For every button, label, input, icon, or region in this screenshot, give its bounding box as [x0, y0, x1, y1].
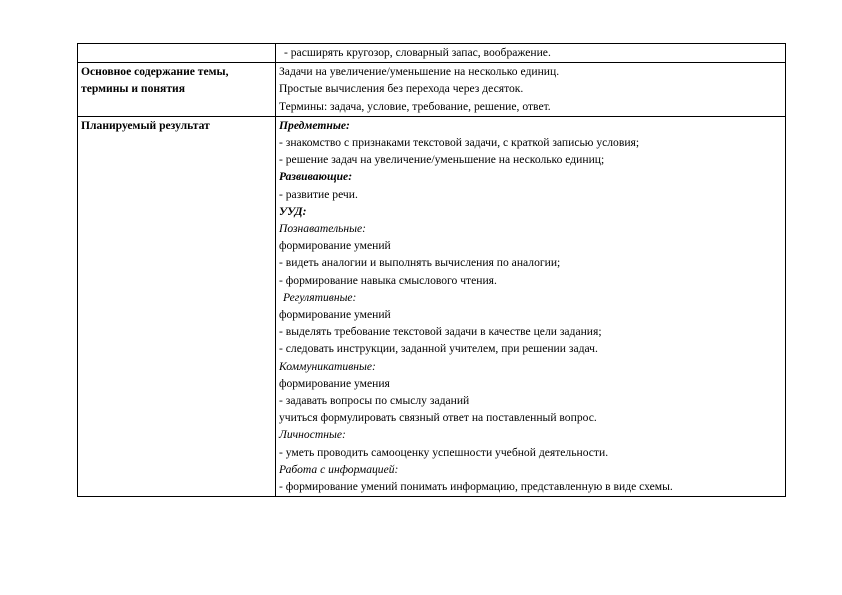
subheading-regulative: Регулятивные: — [283, 290, 357, 304]
table-row — [78, 116, 786, 496]
label-line: Планируемый результат — [81, 118, 210, 132]
content-line: - формирование умений понимать информацию, представленную в виде схемы. — [279, 480, 673, 494]
lesson-plan-table — [77, 43, 786, 497]
row-content — [276, 116, 786, 496]
content-line: формирование умений — [279, 239, 391, 253]
content-line: - задавать вопросы по смыслу заданий — [279, 394, 470, 408]
content-line: - решение задач на увеличение/уменьшение на несколько единиц; — [279, 153, 605, 167]
row-label — [78, 116, 276, 496]
subheading-personal: Личностные: — [279, 428, 346, 442]
content-line: учиться формулировать связный ответ на поставленный вопрос. — [279, 411, 597, 425]
label-line: Основное содержание темы, — [81, 65, 229, 79]
content-line: - выделять требование текстовой задачи в качестве цели задания; — [279, 325, 602, 339]
content-line: - уметь проводить самооценку успешности учебной деятельности. — [279, 445, 609, 459]
section-heading-subject: Предметные: — [279, 118, 350, 132]
content-line: формирование умений — [279, 308, 391, 322]
content-line: Задачи на увеличение/уменьшение на несколько единиц. — [279, 65, 560, 79]
label-line: термины и понятия — [81, 82, 185, 96]
content-line: - видеть аналогии и выполнять вычисления по аналогии; — [279, 256, 561, 270]
content-line: - знакомство с признаками текстовой задачи, с краткой записью условия; — [279, 136, 640, 150]
subheading-communicative: Коммуникативные: — [279, 359, 376, 373]
content-line: - следовать инструкции, заданной учителем, при решении задач. — [279, 342, 598, 356]
section-heading-uud: УУД: — [279, 204, 307, 218]
subheading-information: Работа с информацией: — [279, 462, 399, 476]
subheading-cognitive: Познавательные: — [279, 222, 367, 236]
content-line: формирование умения — [279, 376, 390, 390]
table-row — [78, 63, 786, 117]
row-label-empty — [78, 44, 276, 63]
row-content — [276, 63, 786, 117]
row-label — [78, 63, 276, 117]
content-line: Простые вычисления без перехода через десяток. — [279, 82, 524, 96]
content-line: - развитие речи. — [279, 187, 358, 201]
table-row — [78, 44, 786, 63]
content-line: Термины: задача, условие, требование, решение, ответ. — [279, 99, 551, 113]
section-heading-developing: Развивающие: — [279, 170, 353, 184]
content-line: - формирование навыка смыслового чтения. — [279, 273, 497, 287]
content-line: - расширять кругозор, словарный запас, воображение. — [284, 46, 551, 59]
row-content — [276, 44, 786, 63]
